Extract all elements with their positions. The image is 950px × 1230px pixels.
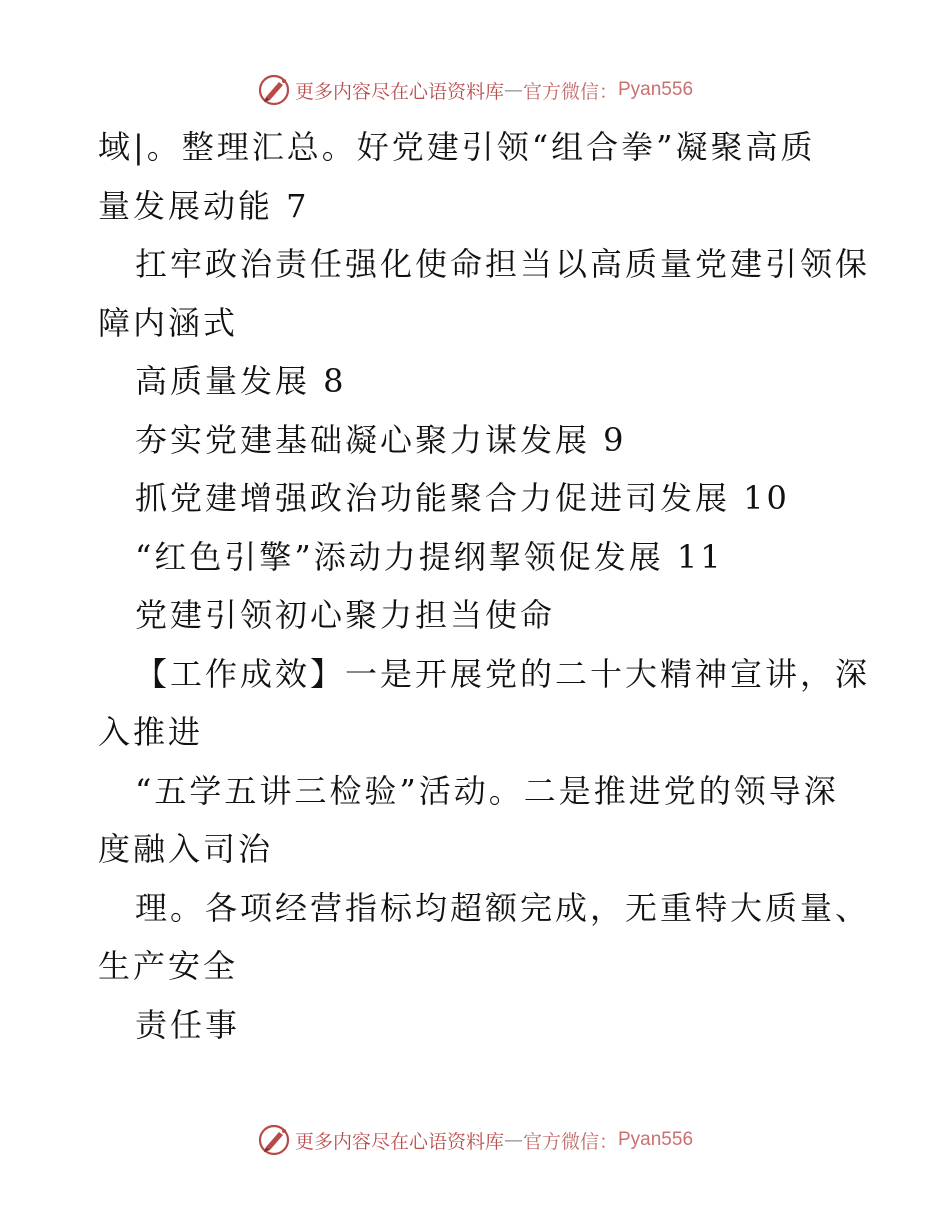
header-banner (0, 70, 950, 110)
text-line: “红色引擎”添动力提纲挈领促发展 11 (135, 537, 724, 576)
header-banner-wechat-label: 官方微信： (522, 80, 618, 103)
text-line: 【工作成效】一是开展党的二十大精神宣讲，深 (135, 654, 871, 693)
text-line: 党建引领初心聚力担当使命 (135, 596, 556, 634)
footer-banner-wechat-label: 官方微信： (522, 1130, 618, 1153)
text-line: 责任事 (135, 1005, 241, 1044)
text-line: 障内涵式 (98, 303, 239, 342)
header-banner-wechat-id: Pyan556 (618, 79, 694, 100)
footer-banner-text: 更多内容尽在心语资料库 (294, 1130, 504, 1153)
text-line: 域|。整理汇总。好党建引领“组合拳”凝聚高质 (98, 128, 816, 166)
text-line: 量发展动能 7 (98, 186, 310, 225)
footer-banner-wechat-id: Pyan556 (618, 1129, 694, 1150)
header-banner-separator: — (503, 79, 523, 101)
text-line: 夯实党建基础凝心聚力谋发展 9 (135, 420, 627, 459)
text-line: 抓党建增强政治功能聚合力促进司发展 10 (135, 479, 790, 517)
document-body (98, 118, 888, 1054)
text-line: 度融入司治 (98, 830, 274, 868)
text-line: 入推进 (98, 713, 204, 751)
pen-logo-icon (257, 1123, 291, 1157)
text-line: 高质量发展 8 (135, 362, 347, 400)
text-line: 生产安全 (98, 947, 239, 985)
header-banner-text: 更多内容尽在心语资料库 (294, 80, 504, 103)
pen-logo-icon (257, 73, 291, 107)
text-line: 扛牢政治责任强化使命担当以高质量党建引领保 (135, 245, 871, 283)
text-line: 理。各项经营指标均超额完成，无重特大质量、 (135, 888, 871, 927)
footer-banner (0, 1120, 950, 1160)
footer-banner-separator: — (503, 1129, 523, 1151)
text-line: “五学五讲三检验”活动。二是推进党的领导深 (135, 771, 839, 810)
